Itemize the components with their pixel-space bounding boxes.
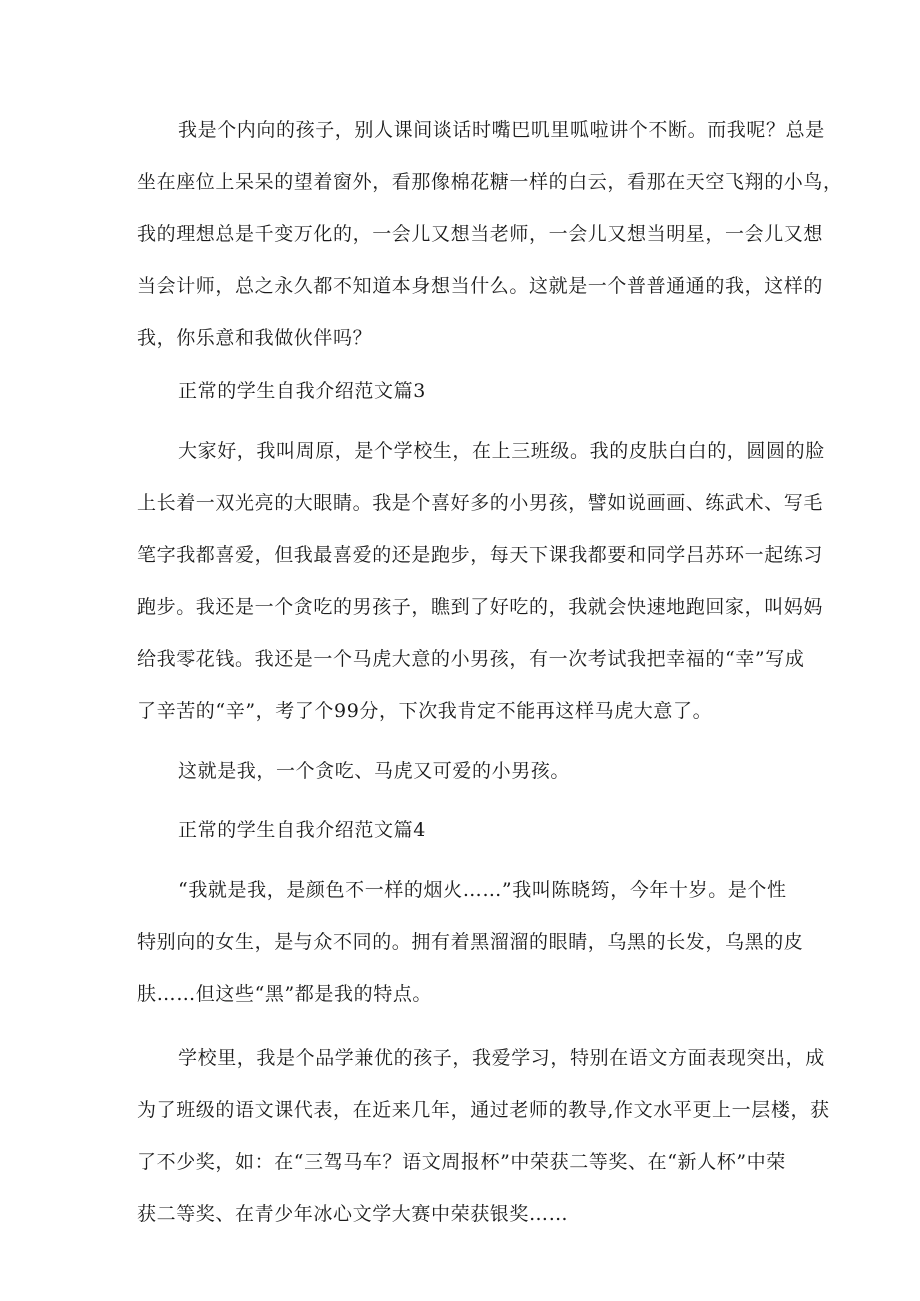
paragraph-line: 给我零花钱。我还是一个马虎大意的小男孩，有一次考试我把幸福的“幸”写成: [137, 648, 805, 670]
section-heading: 正常的学生自我介绍范文篇4: [178, 819, 426, 841]
paragraph-line: 我，你乐意和我做伙伴吗？: [137, 327, 373, 349]
section-heading: 正常的学生自我介绍范文篇3: [178, 380, 426, 402]
paragraph-line: 跑步。我还是一个贪吃的男孩子，瞧到了好吃的，我就会快速地跑回家，叫妈妈: [137, 596, 824, 618]
paragraph-line: 当会计师，总之永久都不知道本身想当什么。这就是一个普普通通的我，这样的: [137, 275, 824, 297]
paragraph-line: 特别向的女生，是与众不同的。拥有着黑溜溜的眼睛，乌黑的长发，乌黑的皮: [137, 931, 804, 953]
paragraph-line: 上长着一双光亮的大眼睛。我是个喜好多的小男孩，譬如说画画、练武术、写毛: [137, 492, 824, 514]
paragraph-line: 坐在座位上呆呆的望着窗外，看那像棉花糖一样的白云，看那在天空飞翔的小鸟，: [137, 171, 843, 193]
paragraph-line: “我就是我，是颜色不一样的烟火……”我叫陈晓筠，今年十岁。是个性: [178, 879, 787, 901]
paragraph-line: 笔字我都喜爱，但我最喜爱的还是跑步，每天下课我都要和同学吕苏环一起练习: [137, 544, 824, 566]
paragraph-line: 肤……但这些“黑”都是我的特点。: [137, 983, 433, 1005]
paragraph-line: 了不少奖，如：在“三驾马车？语文周报杯”中荣获二等奖、在“新人杯”中荣: [137, 1151, 786, 1173]
paragraph-line: 学校里，我是个品学兼优的孩子，我爱学习，特别在语文方面表现突出，成: [178, 1047, 825, 1069]
paragraph-line: 这就是我，一个贪吃、马虎又可爱的小男孩。: [178, 760, 571, 782]
paragraph-line: 了辛苦的“辛”，考了个99分，下次我肯定不能再这样马虎大意了。: [137, 700, 713, 722]
paragraph-line: 为了班级的语文课代表，在近来几年，通过老师的教导,作文水平更上一层楼，获: [137, 1099, 830, 1121]
paragraph-line: 获二等奖、在青少年冰心文学大赛中荣获银奖……: [137, 1203, 569, 1225]
paragraph-line: 我的理想总是千变万化的，一会儿又想当老师，一会儿又想当明星，一会儿又想: [137, 223, 824, 245]
paragraph-line: 我是个内向的孩子，别人课间谈话时嘴巴叽里呱啦讲个不断。而我呢？总是: [178, 119, 825, 141]
paragraph-line: 大家好，我叫周原，是个学校生，在上三班级。我的皮肤白白的，圆圆的脸: [178, 440, 825, 462]
